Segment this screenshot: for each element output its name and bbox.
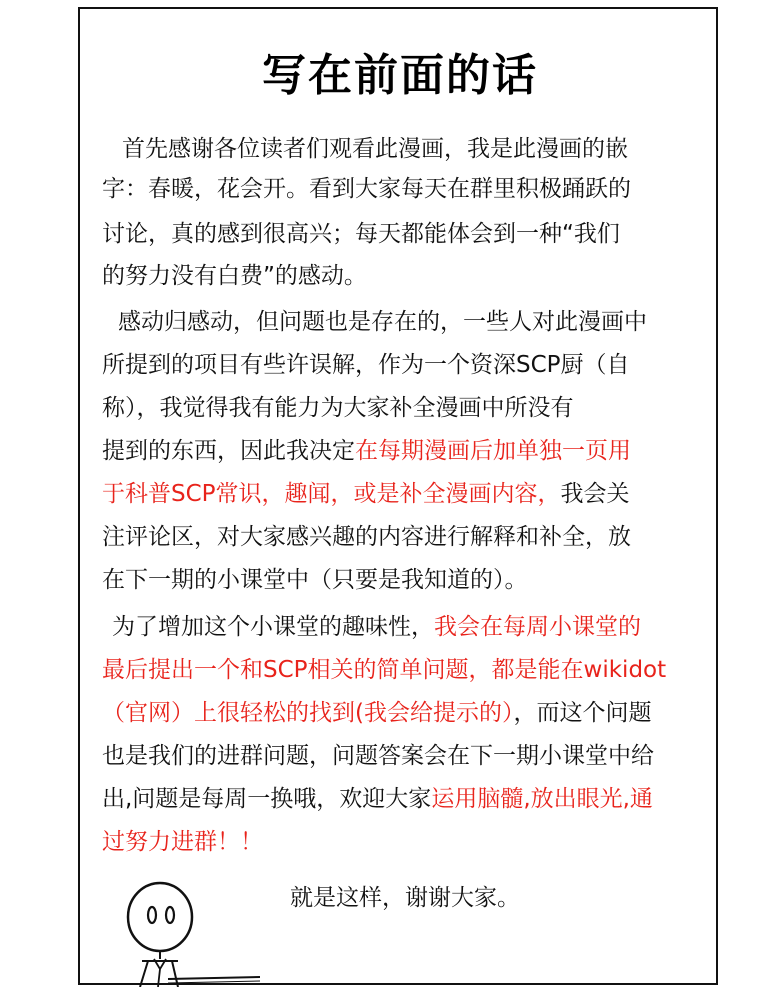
text-line: 提到的东西，因此我决定在每期漫画后加单独一页用 xyxy=(102,438,631,464)
highlight-text: 过努力进群！！ xyxy=(102,829,263,855)
highlight-text: 最后提出一个和SCP相关的简单问题，都是能在wikidot xyxy=(102,657,667,683)
text-line: 也是我们的进群问题，问题答案会在下一期小课堂中给 xyxy=(102,743,654,769)
text-line: 为了增加这个小课堂的趣味性，我会在每周小课堂的 xyxy=(112,614,641,640)
text-line: 于科普SCP常识，趣闻，或是补全漫画内容，我会关 xyxy=(102,481,630,507)
text-line: （官网）上很轻松的找到(我会给提示的），而这个问题 xyxy=(102,700,652,726)
text-line xyxy=(102,827,263,857)
highlight-text: （官网）上很轻松的找到(我会给提示的） xyxy=(102,700,514,726)
text-line: 字：春暖，花会开。看到大家每天在群里积极踊跃的 xyxy=(102,176,631,202)
text-line: 讨论，真的感到很高兴；每天都能体会到一种“我们 xyxy=(102,221,620,247)
text-line: 所提到的项目有些许误解，作为一个资深SCP厨（自 xyxy=(102,352,630,378)
closing-text: 就是这样，谢谢大家。 xyxy=(290,885,520,911)
text-line: 的努力没有白费”的感动。 xyxy=(102,263,367,289)
figure-table xyxy=(168,977,260,979)
text-line: 首先感谢各位读者们观看此漫画，我是此漫画的嵌 xyxy=(122,136,628,162)
figure-table-shadow xyxy=(168,981,260,983)
text-line: 称），我觉得我有能力为大家补全漫画中所没有 xyxy=(102,395,574,421)
highlight-text: 运用脑髓,放出眼光,通 xyxy=(431,786,653,812)
figure-tie xyxy=(154,959,166,987)
comic-panel xyxy=(78,7,718,985)
highlight-text: 在每期漫画后加单独一页用 xyxy=(355,438,631,464)
figure-head xyxy=(128,883,192,951)
page-title: 写在前面的话 xyxy=(262,50,538,101)
text-line: 感动归感动，但问题也是存在的，一些人对此漫画中 xyxy=(118,309,647,335)
text-line: 在下一期的小课堂中（只要是我知道的）。 xyxy=(102,567,528,593)
text-line xyxy=(102,655,666,685)
highlight-text: 我会在每周小课堂的 xyxy=(434,614,641,640)
text-line: 注评论区，对大家感兴趣的内容进行解释和补全，放 xyxy=(102,524,631,550)
highlight-text: 于科普SCP常识，趣闻，或是补全漫画内容， xyxy=(102,481,561,507)
text-line: 出,问题是每周一换哦，欢迎大家运用脑髓,放出眼光,通 xyxy=(102,786,653,812)
stick-figure-illustration xyxy=(120,879,260,987)
